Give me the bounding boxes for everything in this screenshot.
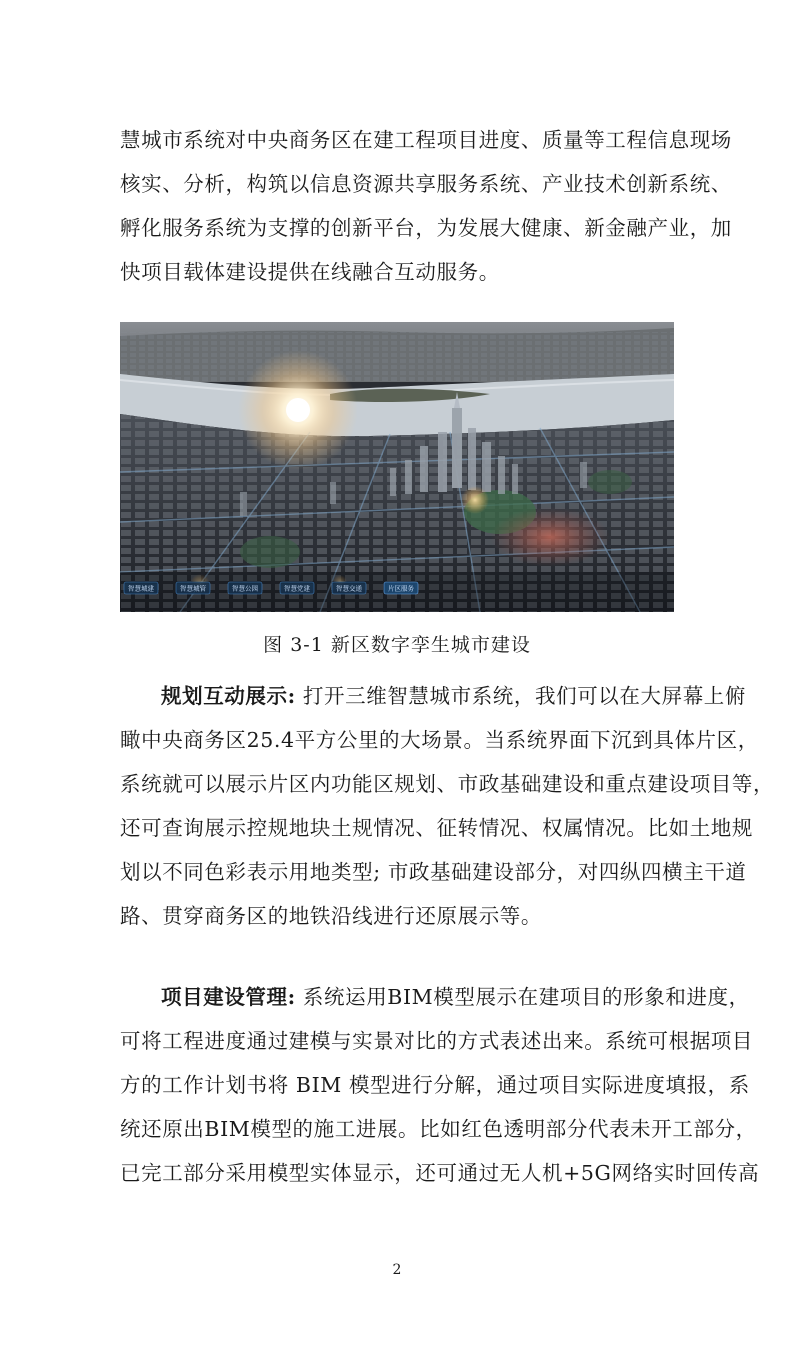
paragraph-project-management: [120, 975, 760, 1195]
figure-caption: 图 3-1 新区数字孪生城市建设: [263, 634, 531, 656]
text-line: 快项目载体建设提供在线融合互动服务。: [120, 260, 500, 284]
menu-item-label: 片区服务: [388, 584, 414, 593]
text-line: 统还原出BIM模型的施工进展。比如红色透明部分代表未开工部分，: [120, 1117, 757, 1141]
menu-item-label: 智慧公园: [232, 584, 258, 593]
text-line: 核实、分析，构筑以信息资源共享服务系统、产业技术创新系统、: [120, 172, 732, 196]
menu-item-label: 智慧交通: [336, 584, 362, 593]
menu-item-label: 智慧党建: [284, 584, 310, 593]
text-line: 瞰中央商务区25.4平方公里的大场景。当系统界面下沉到具体片区，: [120, 728, 759, 752]
paragraph-smart-city-intro: [120, 118, 732, 294]
page-number: 2: [392, 1262, 402, 1278]
text-line: 方的工作计划书将 BIM 模型进行分解，通过项目实际进度填报，系: [120, 1073, 750, 1097]
paragraph-planning-display: [120, 674, 775, 938]
text-run: 打开三维智慧城市系统，我们可以在大屏幕上俯: [295, 684, 746, 708]
text-line: 划以不同色彩表示用地类型; 市政基础建设部分，对四纵四横主干道: [120, 860, 747, 884]
menu-item-label: 智慧城建: [128, 584, 154, 593]
text-line: 还可查询展示控规地块土规情况、征转情况、权属情况。比如土地规: [120, 816, 753, 840]
menu-item-label: 智慧城管: [180, 584, 206, 593]
digital-twin-city-image: [120, 322, 674, 612]
section-lead-heading: 项目建设管理:: [161, 985, 296, 1009]
text-line: 孵化服务系统为支撑的创新平台，为发展大健康、新金融产业，加: [120, 216, 732, 240]
text-line: 慧城市系统对中央商务区在建工程项目进度、质量等工程信息现场: [120, 128, 732, 152]
city-render-graphic: [120, 322, 674, 612]
text-line: [120, 975, 750, 1019]
section-lead-heading: 规划互动展示:: [161, 684, 296, 708]
text-line: 已完工部分采用模型实体显示，还可通过无人机+5G网络实时回传高: [120, 1161, 760, 1185]
text-line: 可将工程进度通过建模与实景对比的方式表述出来。系统可根据项目: [120, 1029, 753, 1053]
text-line: 系统就可以展示片区内功能区规划、市政基础建设和重点建设项目等，: [120, 772, 775, 796]
text-run: 系统运用BIM模型展示在建项目的形象和进度，: [295, 985, 750, 1009]
text-line: [120, 674, 746, 718]
text-line: 路、贯穿商务区的地铁沿线进行还原展示等。: [120, 904, 542, 928]
